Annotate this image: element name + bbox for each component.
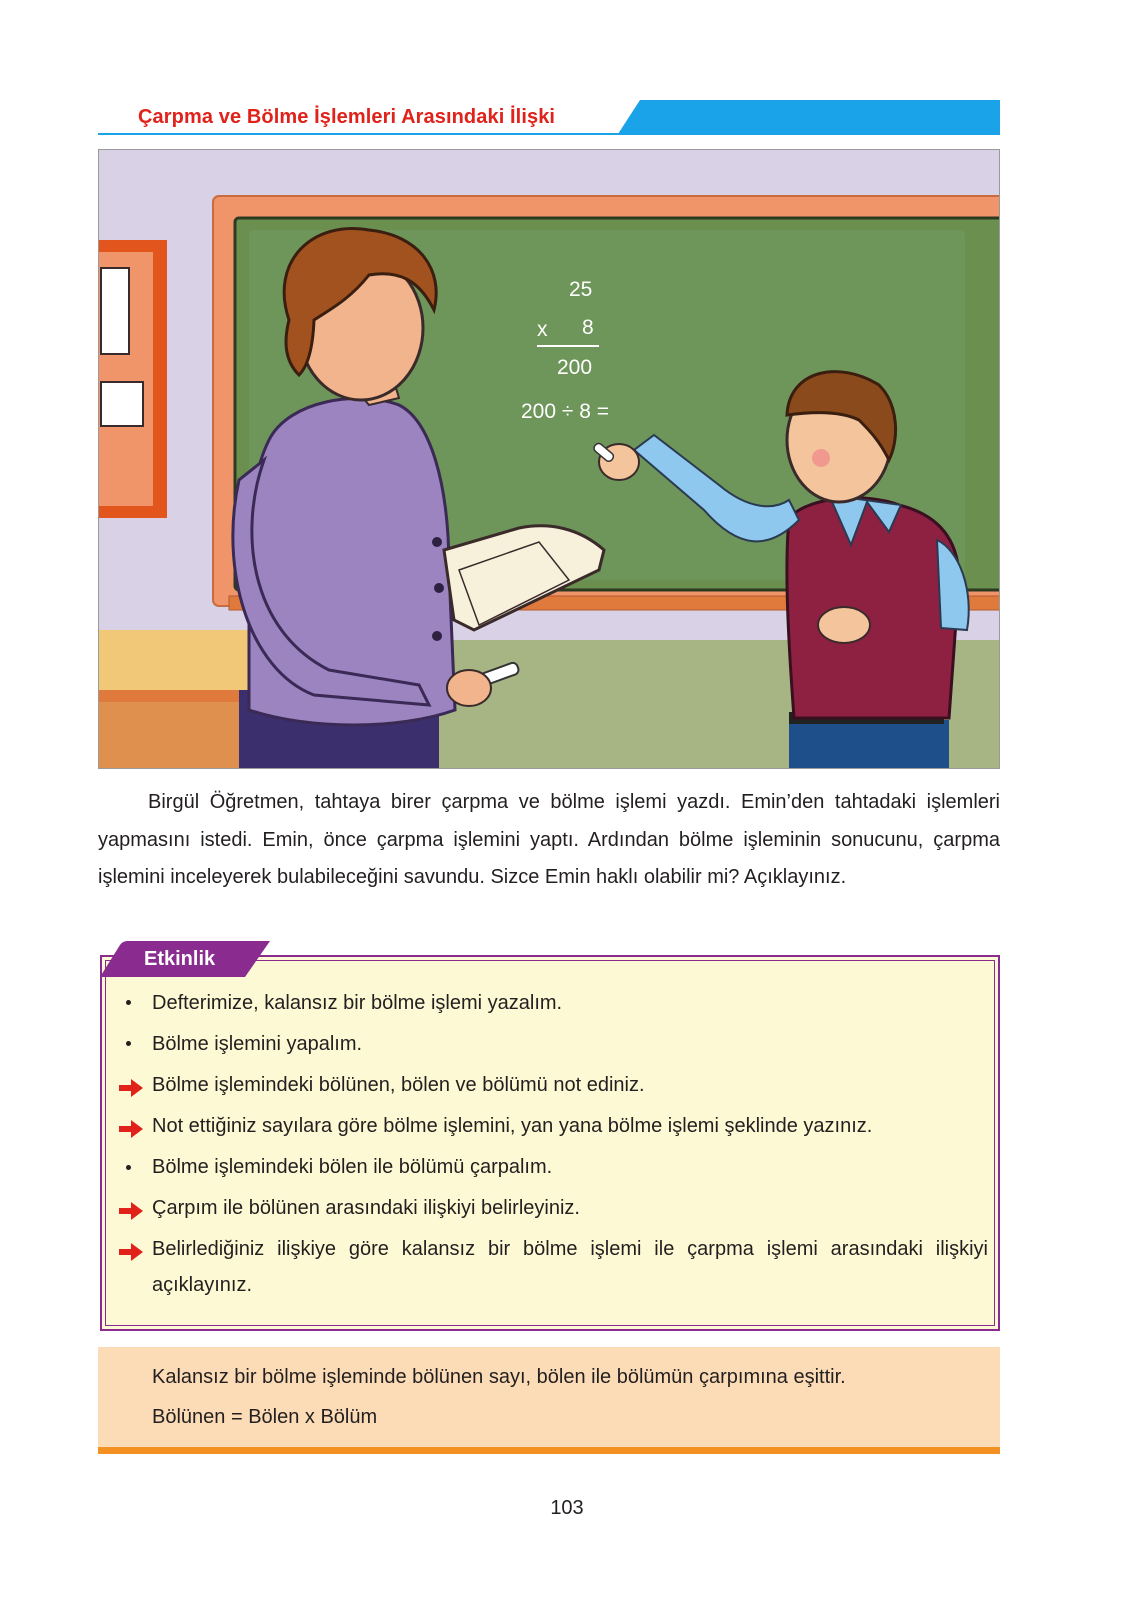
classroom-illustration: [98, 149, 1000, 769]
activity-item: Bölme işlemindeki bölünen, bölen ve bölümü not ediniz.: [152, 1074, 645, 1096]
section-header: [98, 100, 1000, 138]
arrow-right-icon: [118, 1119, 144, 1139]
arrow-right-icon: [118, 1078, 144, 1098]
story-paragraph: [98, 784, 1000, 897]
rule-box: [98, 1347, 1000, 1447]
activity-item: Belirlediğiniz ilişkiye göre kalansız bir bölme işlemi ile çarpma işlemi arasındaki ilişkiyi açıklayınız.: [152, 1238, 988, 1296]
bullet-icon: [126, 1041, 131, 1046]
activity-item: Not ettiğiniz sayılara göre bölme işlemini, yan yana bölme işlemi şeklinde yazınız.: [152, 1115, 873, 1137]
activity-item: Defterimize, kalansız bir bölme işlemi yazalım.: [152, 992, 563, 1014]
notice-board: [99, 240, 167, 518]
rule-formula: Bölünen = Bölen x Bölüm: [152, 1406, 378, 1428]
activity-label: Etkinlik: [144, 948, 216, 970]
page-number: 103: [550, 1497, 584, 1519]
bullet-icon: [126, 1000, 131, 1005]
rule-box-bar: [98, 1447, 1000, 1454]
arrow-right-icon: [118, 1201, 144, 1221]
board-line-3: 200: [557, 356, 593, 379]
rule-statement: Kalansız bir bölme işleminde bölünen sayı, bölen ile bölümün çarpımına eşittir.: [152, 1366, 846, 1388]
board-line-4: 200 ÷ 8 =: [521, 400, 610, 423]
activity-item: Çarpım ile bölünen arasındaki ilişkiyi belirleyiniz.: [152, 1197, 580, 1219]
arrow-right-icon: [118, 1242, 144, 1262]
section-title: Çarpma ve Bölme İşlemleri Arasındaki İlişki: [138, 106, 556, 128]
activity-item: Bölme işlemindeki bölen ile bölümü çarpalım.: [152, 1156, 553, 1178]
board-multiply-sign: x: [537, 318, 548, 341]
story-text: Birgül Öğretmen, tahtaya birer çarpma ve bölme işlemi yazdı. Emin’den tahtadaki işlemleri yapmasını istedi. Emin, önce çarpma işlemini yaptı. Ardından bölme işleminin sonucunu, çarpma işlemini inceleyerek bulabileceğini savundu. Sizce Emin haklı olabilir mi? Açıklayınız.: [98, 791, 1000, 888]
bullet-icon: [126, 1165, 131, 1170]
activity-item: Bölme işlemini yapalım.: [152, 1033, 363, 1055]
board-line-2: 8: [582, 316, 594, 339]
board-line-1: 25: [569, 278, 593, 301]
